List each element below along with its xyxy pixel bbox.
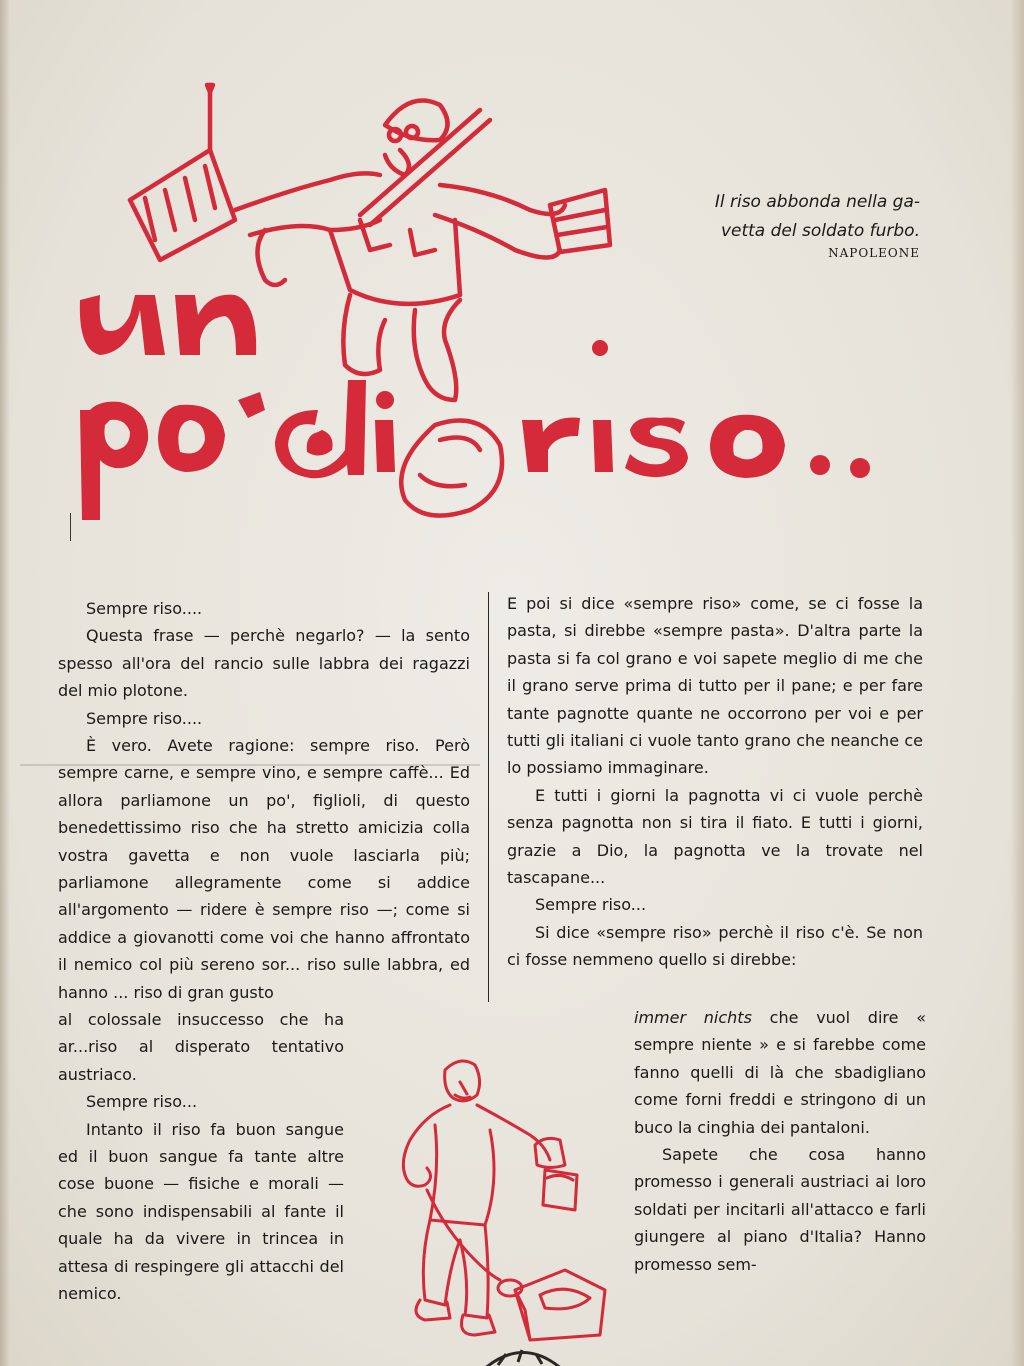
title-illustration <box>60 80 900 550</box>
paragraph-text: che vuol dire « sempre niente » e si farebbe come fanno quelli di là che sbadigliano come forni freddi e stringono di un buco la cinghia dei pantaloni. <box>634 1008 926 1137</box>
column-divider <box>488 592 489 1002</box>
paragraph: Si dice «sempre riso» perchè il riso c'è. Se non ci fosse nemmeno quello si direbbe: <box>507 922 923 970</box>
paragraph: al colossale insuccesso che ha ar...riso al disperato tentativo austriaco. <box>58 1010 344 1084</box>
epigraph-line-1: Il riso abbonda nella ga- <box>714 192 920 212</box>
paragraph: Sempre riso... <box>86 1092 198 1112</box>
paragraph: Intanto il riso fa buon sangue ed il buon sangue fa tante altre cose buone — fisiche e morali — che sono indispensabili al fante il quale ha da vivere in trincea in attesa di respingere gli attacchi del nemico. <box>58 1119 344 1304</box>
german-phrase: immer nichts <box>634 1008 752 1027</box>
soldier-serving-illustration <box>365 1050 630 1360</box>
article-left-column <box>58 595 470 1006</box>
heading-letters <box>80 295 870 520</box>
page-edge-left <box>0 0 10 1366</box>
paragraph: E poi si dice «sempre riso» come, se ci fosse la pasta, si direbbe «sempre pasta». D'altra parte la pasta si fa col grano e voi sapete meglio di me che il grano serve prima di tutto per il pane; e per fare tante pagnotte quante ne occorrono per voi e per tutti gli italiani ci vuole tanto grano che neanche ce lo possiamo immaginare. <box>507 594 923 778</box>
paragraph: Sapete che cosa hanno promesso i generali austriaci ai loro soldati per incitarli all'attacco e farli giungere al piano d'Italia? Hanno promesso sem- <box>634 1145 926 1274</box>
paragraph: È vero. Avete ragione: sempre riso. Però sempre carne, e sempre vino, e sempre caffè... Ed allora parliamone un po', figlioli, di questo benedettissimo riso che ha stretto amicizia colla vostra gavetta e non vuole lasciarla più; parliamone allegramente come si addice all'argomento — ridere è sempre riso —; come si addice a giovanotti come voi che hanno affrontato il nemico col più sereno sor... riso sulle labbra, ed hanno ... riso di gran gusto <box>58 736 470 1002</box>
epigraph-author: NAPOLEONE <box>828 246 920 260</box>
paragraph: Sempre riso.... <box>86 708 203 728</box>
paragraph <box>634 1004 926 1141</box>
paragraph: E tutti i giorni la pagnotta vi ci vuole perchè senza pagnotta non si tira il fiato. E tutti i giorni, grazie a Dio, la pagnotta ve la trovate nel tascapane... <box>507 785 923 888</box>
article-right-column <box>507 590 923 974</box>
paragraph: Sempre riso... <box>535 895 647 915</box>
epigraph-quote <box>640 188 920 246</box>
paragraph: Questa frase — perchè negarlo? — la sento spesso all'ora del rancio sulle labbra dei ragazzi del mio plotone. <box>58 626 470 701</box>
page-edge-right <box>1010 0 1024 1366</box>
epigraph-line-2: vetta del soldato furbo. <box>720 221 920 241</box>
margin-mark <box>70 513 71 541</box>
article-right-column-continued <box>634 1004 926 1278</box>
article-left-column-continued <box>58 1006 344 1307</box>
stamp-mark <box>478 1340 568 1366</box>
paragraph: Sempre riso.... <box>86 599 203 618</box>
